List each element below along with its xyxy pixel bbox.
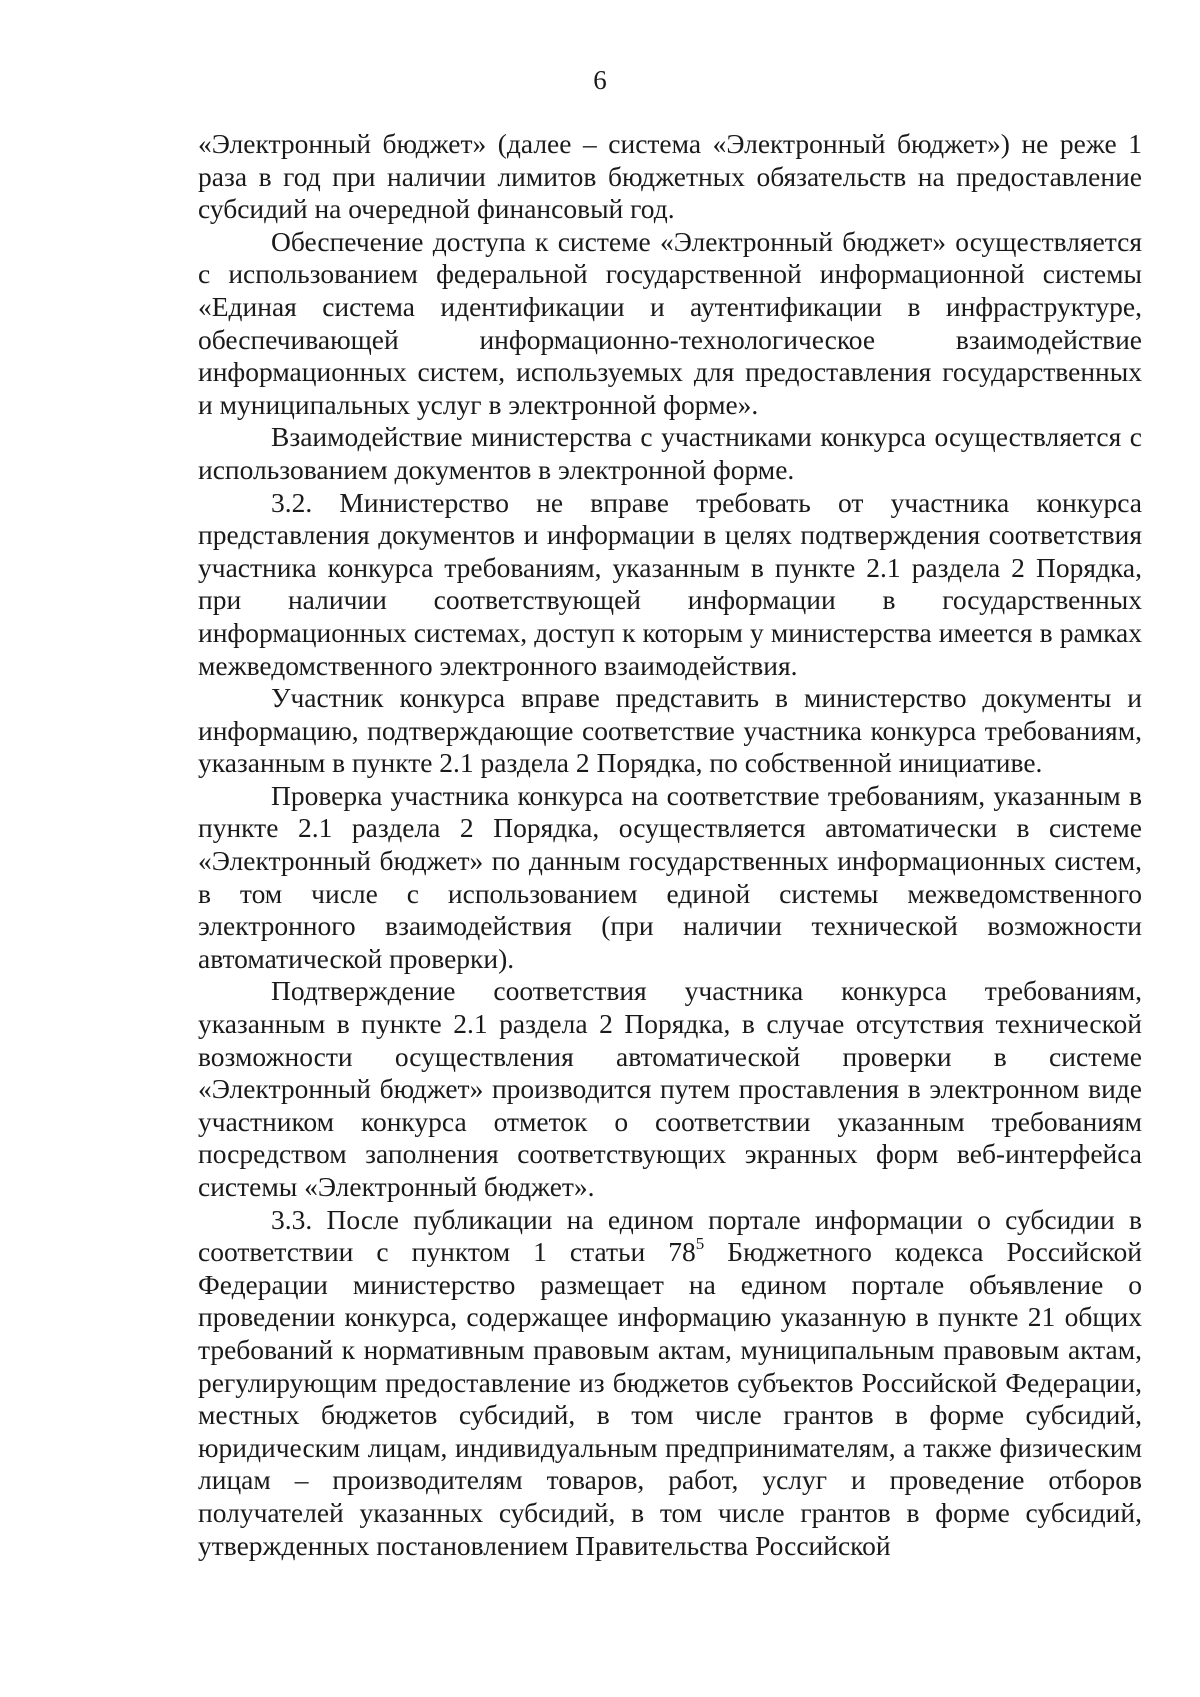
- paragraph-3-3: [198, 1204, 1142, 1563]
- paragraph-verification: Проверка участника конкурса на соответствие требованиям, указанным в пункте 2.1 раздела 2 Порядка, осуществляется автоматически в системе «Электронный бюджет» по данным государственных информационных систем, в том числе с использованием единой системы межведомственного электронного взаимодействия (при наличии технической возможности автоматической проверки).: [198, 779, 1142, 974]
- article-superscript: 5: [695, 1234, 705, 1254]
- document-body: [198, 128, 1142, 1562]
- paragraph-confirmation: Подтверждение соответствия участника конкурса требованиям, указанным в пункте 2.1 раздела 2 Порядка, в случае отсутствия технической возможности осуществления автоматической проверки в системе «Электронный бюджет» производится путем проставления в электронном виде участником конкурса отметок о соответствии указанным требованиям посредством заполнения соответствующих экранных форм веб-интерфейса системы «Электронный бюджет».: [198, 975, 1142, 1202]
- paragraph-participant-right: Участник конкурса вправе представить в министерство документы и информацию, подтверждающие соответствие участника конкурса требованиям, указанным в пункте 2.1 раздела 2 Порядка, по собственной инициативе.: [198, 682, 1142, 779]
- paragraph-interaction: Взаимодействие министерства с участниками конкурса осуществляется с использованием документов в электронной форме.: [198, 421, 1142, 485]
- paragraph-electronic-budget-continuation: «Электронный бюджет» (далее – система «Электронный бюджет») не реже 1 раза в год при наличии лимитов бюджетных обязательств на предоставление субсидий на очередной финансовый год.: [198, 128, 1142, 225]
- page-number: 6: [593, 65, 607, 95]
- paragraph-3-3-rest: Бюджетного кодекса Российской Федерации министерство размещает на едином портале объявление о проведении конкурса, содержащее информацию указанную в пункте 21 общих требований к нормативным правовым актам, муниципальным правовым актам, регулирующим предоставление из бюджетов субъектов Российской Федерации, местных бюджетов субсидий, в том числе грантов в форме субсидий, юридическим лицам, индивидуальным предпринимателям, а также физическим лицам – производителям товаров, работ, услуг и проведение отборов получателей указанных субсидий, в том числе грантов в форме субсидий, утвержденных постановлением Правительства Российской: [198, 1236, 1143, 1561]
- paragraph-access-system: Обеспечение доступа к системе «Электронный бюджет» осуществляется с использованием федеральной государственной информационной системы «Единая система идентификации и аутентификации в инфраструктуре, обеспечивающей информационно-технологическое взаимодействие информационных систем, используемых для предоставления государственных и муниципальных услуг в электронной форме».: [198, 225, 1142, 420]
- paragraph-3-3-start: 3.3. После публикации на едином портале информации о субсидии в соответствии с пунктом 1 статьи 78: [198, 1203, 1142, 1268]
- paragraph-3-2: 3.2. Министерство не вправе требовать от участника конкурса представления документов и информации в целях подтверждения соответствия участника конкурса требованиям, указанным в пункте 2.1 раздела 2 Порядка, при наличии соответствующей информации в государственных информационных системах, доступ к которым у министерства имеется в рамках межведомственного электронного взаимодействия.: [198, 486, 1142, 681]
